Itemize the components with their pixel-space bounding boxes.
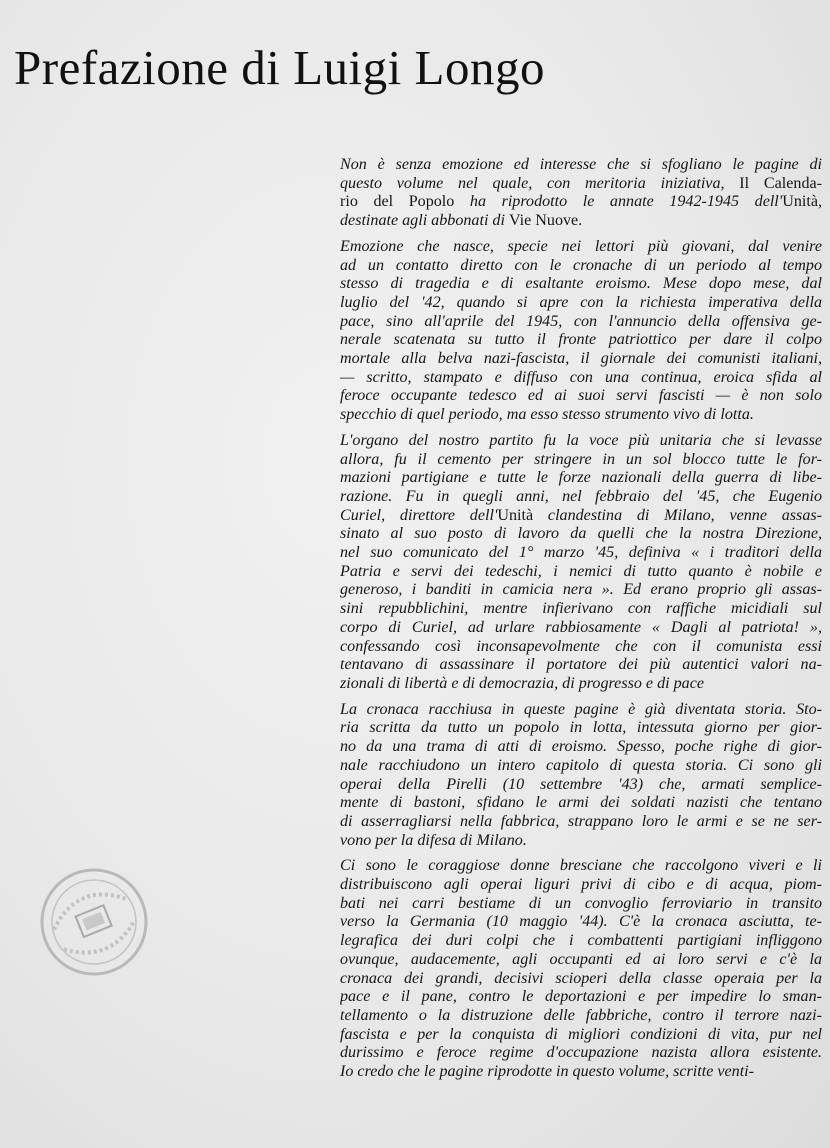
text-line: ovunque, audacemente, agli occupanti ed ai loro servi e c'è la [340, 950, 822, 968]
text-line: stesso di tragedia e di esaltante eroismo. Mese dopo mese, dal [340, 275, 822, 293]
text-line: cronaca dei grandi, decisivi scioperi della classe operaia per la [340, 969, 822, 987]
text-line: mente di bastoni, sfidano le armi dei soldati nazisti che tentano [340, 794, 822, 812]
text-line: distribuiscono agli operai liguri privi di cibo e di acqua, piom- [340, 876, 822, 894]
text-line: mazioni partigiane e tutte le forze nazionali della guerra di libe- [340, 469, 822, 487]
text-line: Non è senza emozione ed interesse che si sfogliano le pagine di [340, 156, 822, 173]
text-line: zionali di libertà e di democrazia, di progresso e di pace [340, 674, 705, 692]
text-line: Ci sono le coraggiose donne bresciane che raccolgono viveri e li [340, 857, 822, 875]
page-title: Prefazione di Luigi Longo [14, 40, 545, 95]
text-line: — scritto, stampato e diffuso con una continua, eroica sfida al [340, 368, 822, 386]
paragraph [340, 701, 822, 851]
library-stamp [34, 862, 154, 982]
text-line: Emozione che nasce, specie nei lettori più giovani, dal venire [340, 237, 822, 255]
text-line: luglio del '42, quando si apre con la richiesta imperativa della [340, 293, 822, 311]
text-line: pace, sino all'aprile del 1945, con l'annuncio della offensiva ge- [340, 312, 822, 330]
paragraph [340, 857, 822, 1081]
text-line: fascista e per la conquista di migliori condizioni di vita, pur nel [340, 1025, 822, 1043]
text-line: rio del Popolo ha riprodotto le annate 1942-1945 dell'Unità, [340, 193, 822, 211]
text-line: di asserragliarsi nella fabbrica, strappano loro le armi e se ne ser- [340, 812, 822, 830]
preface-body [340, 156, 822, 1089]
paragraph [340, 238, 822, 425]
text-line: razione. Fu in quegli anni, nel febbraio del '45, che Eugenio [340, 487, 822, 505]
text-line: pace e il pane, contro le deportazioni e per impedire lo sman- [340, 988, 822, 1006]
text-line: legrafica dei duri colpi che i combattenti partigiani infliggono [340, 932, 822, 950]
text-line: Curiel, direttore dell'Unità clandestina di Milano, venne assas- [340, 506, 822, 524]
text-line: mortale alla belva nazi-fascista, il giornale dei comunisti italiani, [340, 350, 822, 368]
text-line: L'organo del nostro partito fu la voce più unitaria che si levasse [340, 431, 822, 449]
text-line: verso la Germania (10 maggio '44). C'è la cronaca asciutta, te- [340, 913, 822, 931]
text-line: allora, fu il cemento per stringere in un sol blocco tutte le for- [340, 450, 822, 468]
text-line: tentavano di assassinare il portatore dei più autentici valori na- [340, 656, 822, 674]
text-line: La cronaca racchiusa in queste pagine è già diventata storia. Sto- [340, 700, 822, 718]
text-line: Patria e servi dei tedeschi, i nemici di tutto quanto è nobile e [340, 562, 822, 580]
paragraph [340, 432, 822, 694]
text-line: Io credo che le pagine riprodotte in questo volume, scritte venti- [340, 1063, 755, 1081]
text-line: ria scritta da tutto un popolo in lotta, intessuta giorno per gior- [340, 719, 822, 737]
text-line: feroce occupante tedesco ed ai suoi servi fascisti — è non solo [340, 387, 822, 405]
text-line: nale racchiudono un intero capitolo di questa storia. Ci sono gli [340, 756, 822, 774]
text-line: no da una trama di atti di eroismo. Spesso, poche righe di gior- [340, 738, 822, 756]
text-line: corpo di Curiel, ad urlare rabbiosamente « Dagli al patriota! », [340, 618, 822, 636]
text-line: specchio di quel periodo, ma esso stesso strumento vivo di lotta. [340, 406, 754, 424]
text-line: destinate agli abbonati di Vie Nuove. [340, 212, 583, 230]
text-line: ad un contatto diretto con le cronache di un periodo al tempo [340, 256, 822, 274]
text-line: tellamento o la distruzione delle fabbriche, contro il terrore nazi- [340, 1006, 822, 1024]
text-line: sinato al suo posto di lavoro da quelli che la nostra Direzione, [340, 525, 822, 543]
paragraph [340, 156, 822, 231]
text-line: confessando così inconsapevolmente che con il comunista essi [340, 637, 822, 655]
text-line: sini repubblichini, mentre infierivano con raffiche micidiali sul [340, 600, 822, 618]
text-line: bati nei carri bestiame di un convoglio ferroviario in transito [340, 894, 822, 912]
text-line: questo volume nel quale, con meritoria iniziativa, Il Calenda- [340, 174, 822, 192]
text-line: nerale scatenata su tutto il fronte patriottico per dare il colpo [340, 331, 822, 349]
text-line: vono per la difesa di Milano. [340, 831, 527, 849]
text-line: nel suo comunicato del 1° marzo '45, definiva « i traditori della [340, 544, 822, 562]
text-line: durissimo e feroce regime d'occupazione nazista allora esistente. [340, 1044, 822, 1062]
text-line: operai della Pirelli (10 settembre '43) che, armati semplice- [340, 775, 822, 793]
text-line: generoso, i banditi in camicia nera ». Ed erano proprio gli assas- [340, 581, 822, 599]
